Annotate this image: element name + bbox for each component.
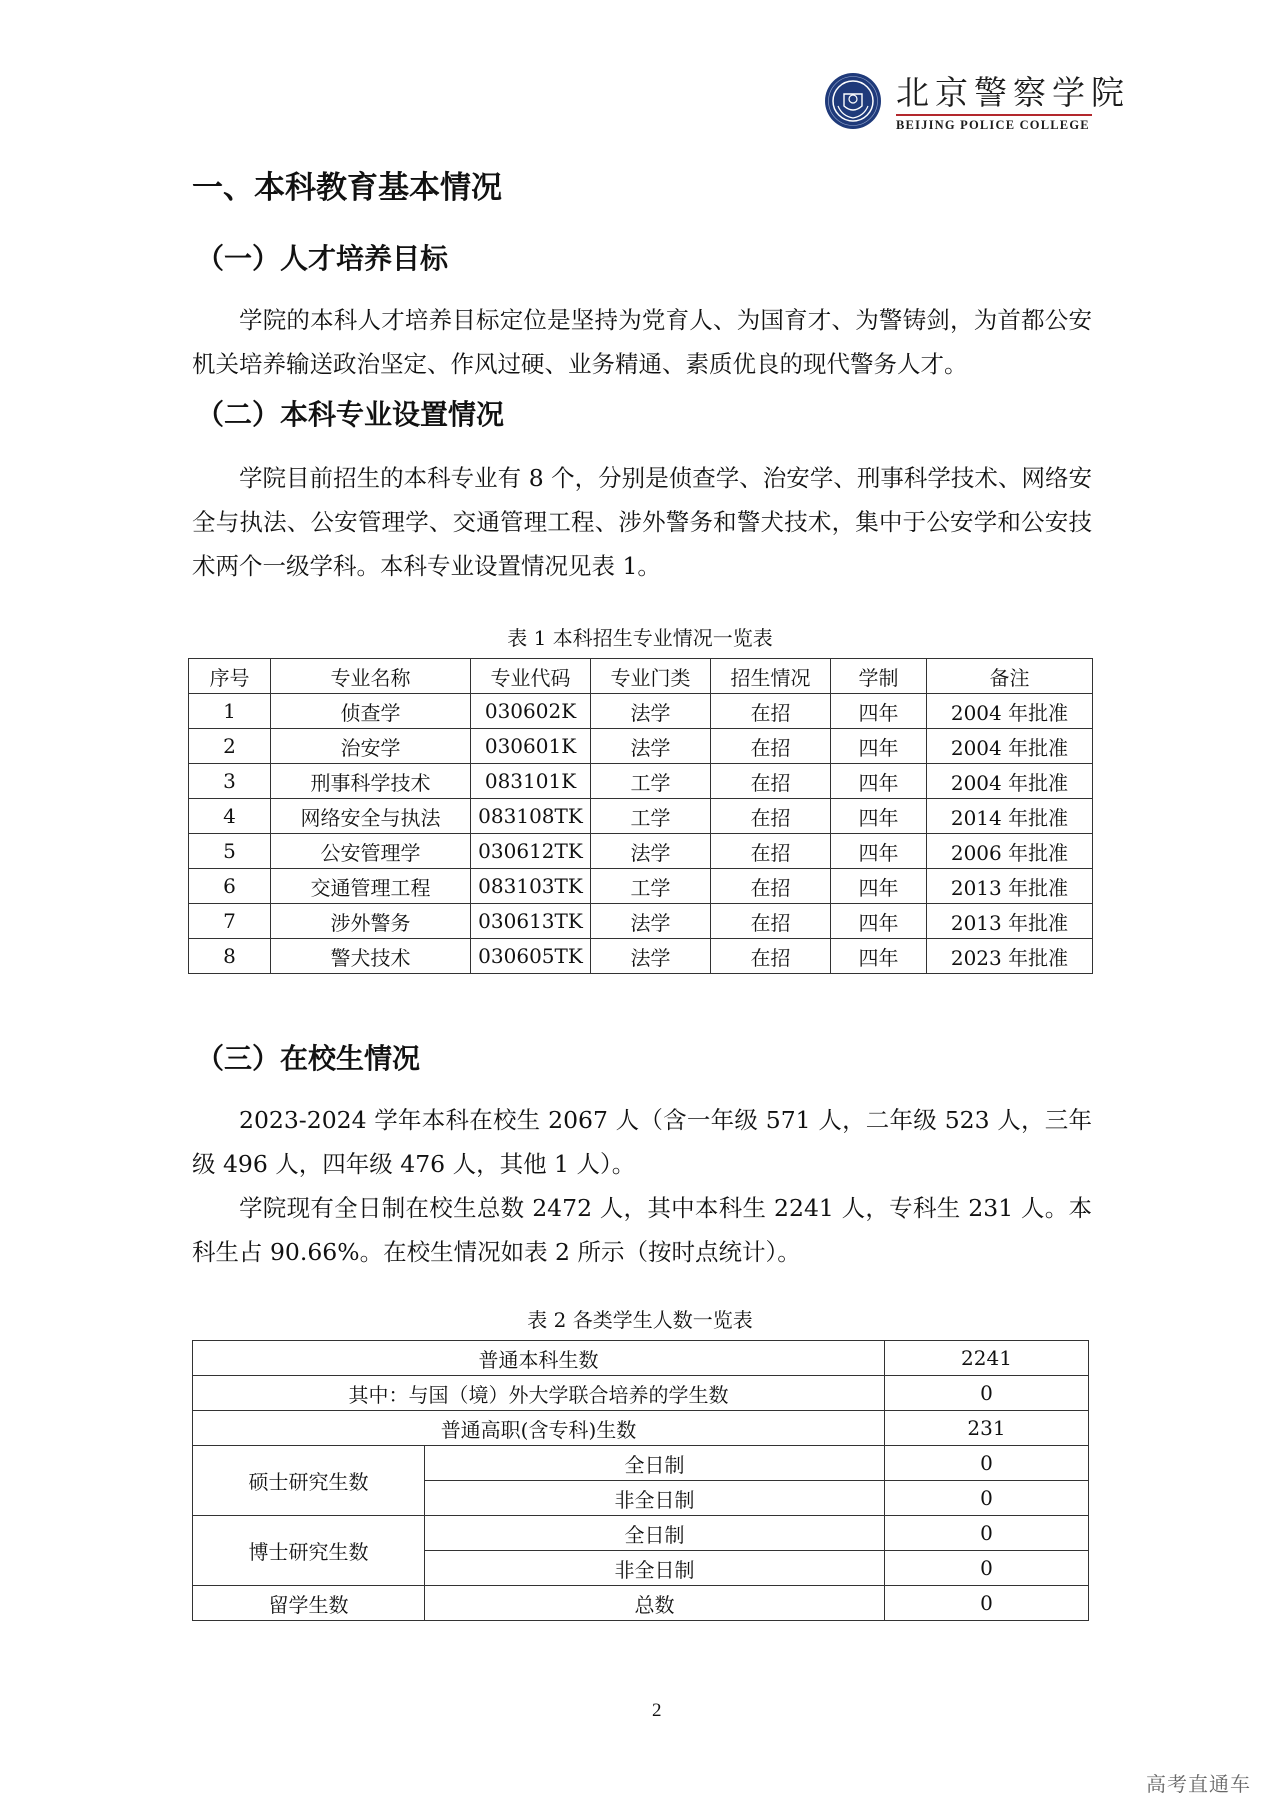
table-cell: 四年 (831, 799, 927, 834)
table-cell: 四年 (831, 764, 927, 799)
table-cell: 231 (885, 1411, 1089, 1446)
college-logo (824, 72, 1130, 134)
table-row (193, 1446, 1089, 1481)
column-header: 招生情况 (711, 659, 831, 694)
table2-caption: 表 2 各类学生人数一览表 (527, 1308, 753, 1332)
table-cell: 2014 年批准 (927, 799, 1093, 834)
table-cell: 四年 (831, 694, 927, 729)
table-cell: 在招 (711, 834, 831, 869)
table-cell: 030601K (471, 729, 591, 764)
table-cell: 6 (189, 869, 271, 904)
logo-english-name: BEIJING POLICE COLLEGE (896, 118, 1090, 132)
table-row (193, 1341, 1089, 1376)
table-cell: 全日制 (425, 1446, 885, 1481)
table-cell: 法学 (591, 904, 711, 939)
table-cell: 在招 (711, 694, 831, 729)
logo-chinese-name: 北京警察学院 (896, 73, 1130, 112)
table-cell: 2241 (885, 1341, 1089, 1376)
table-cell: 3 (189, 764, 271, 799)
table-cell: 法学 (591, 939, 711, 974)
column-header: 专业门类 (591, 659, 711, 694)
table-cell: 8 (189, 939, 271, 974)
table-cell: 2023 年批准 (927, 939, 1093, 974)
table-cell: 030602K (471, 694, 591, 729)
table-cell: 2013 年批准 (927, 869, 1093, 904)
table-cell: 四年 (831, 904, 927, 939)
table-row (193, 1376, 1089, 1411)
column-header: 专业代码 (471, 659, 591, 694)
students-paragraph-1: 2023-2024 学年本科在校生 2067 人（含一年级 571 人，二年级 523 人，三年级 496 人，四年级 476 人，其他 1 人）。 (192, 1106, 1092, 1178)
table-row (189, 764, 1093, 799)
table-cell: 四年 (831, 834, 927, 869)
table-cell: 在招 (711, 764, 831, 799)
page-number: 2 (652, 1700, 662, 1721)
table-cell: 警犬技术 (271, 939, 471, 974)
table-row (189, 939, 1093, 974)
table-cell: 非全日制 (425, 1551, 885, 1586)
table-cell: 在招 (711, 939, 831, 974)
students-table (192, 1340, 1089, 1621)
table-cell: 0 (885, 1481, 1089, 1516)
table-cell: 2004 年批准 (927, 764, 1093, 799)
column-header: 序号 (189, 659, 271, 694)
table-cell: 2006 年批准 (927, 834, 1093, 869)
subsection-title-majors: （二）本科专业设置情况 (196, 398, 505, 431)
table-row (189, 869, 1093, 904)
table1-caption: 表 1 本科招生专业情况一览表 (507, 626, 773, 650)
table-cell: 0 (885, 1446, 1089, 1481)
table-cell: 治安学 (271, 729, 471, 764)
table-cell: 总数 (425, 1586, 885, 1621)
table-cell: 法学 (591, 834, 711, 869)
table-cell: 刑事科学技术 (271, 764, 471, 799)
section-title: 一、本科教育基本情况 (192, 170, 502, 206)
table-cell: 法学 (591, 694, 711, 729)
table-row (189, 729, 1093, 764)
table-cell: 0 (885, 1376, 1089, 1411)
table-cell: 其中：与国（境）外大学联合培养的学生数 (193, 1376, 885, 1411)
table-cell: 2004 年批准 (927, 729, 1093, 764)
watermark: 高考直通车 (1146, 1772, 1251, 1796)
table-row (189, 904, 1093, 939)
table-cell: 030613TK (471, 904, 591, 939)
table-cell: 网络安全与执法 (271, 799, 471, 834)
table-cell: 法学 (591, 729, 711, 764)
table-cell: 5 (189, 834, 271, 869)
table-cell: 083108TK (471, 799, 591, 834)
table-cell: 4 (189, 799, 271, 834)
table-cell: 侦查学 (271, 694, 471, 729)
table-cell: 0 (885, 1551, 1089, 1586)
table-cell: 涉外警务 (271, 904, 471, 939)
table-row (193, 1411, 1089, 1446)
table-row (189, 834, 1093, 869)
table-cell: 留学生数 (193, 1586, 425, 1621)
logo-divider (896, 114, 1092, 116)
table-cell: 博士研究生数 (193, 1516, 425, 1586)
table-cell: 四年 (831, 869, 927, 904)
subsection-title-students: （三）在校生情况 (196, 1042, 421, 1075)
table-row (193, 1516, 1089, 1551)
table-cell: 交通管理工程 (271, 869, 471, 904)
table-cell: 工学 (591, 869, 711, 904)
table-cell: 工学 (591, 764, 711, 799)
table-cell: 030612TK (471, 834, 591, 869)
table-cell: 公安管理学 (271, 834, 471, 869)
table-cell: 全日制 (425, 1516, 885, 1551)
column-header: 学制 (831, 659, 927, 694)
table-cell: 在招 (711, 799, 831, 834)
table-cell: 030605TK (471, 939, 591, 974)
table-cell: 2 (189, 729, 271, 764)
table-cell: 2013 年批准 (927, 904, 1093, 939)
table-cell: 非全日制 (425, 1481, 885, 1516)
table-cell: 四年 (831, 939, 927, 974)
table-cell: 在招 (711, 904, 831, 939)
majors-paragraph: 学院目前招生的本科专业有 8 个，分别是侦查学、治安学、刑事科学技术、网络安全与执法、公安管理学、交通管理工程、涉外警务和警犬技术，集中于公安学和公安技术两个一级学科。本科专业设置情况见表 1。 (192, 464, 1092, 580)
table-row (189, 694, 1093, 729)
table-cell: 083103TK (471, 869, 591, 904)
majors-table (188, 658, 1093, 974)
table-cell: 7 (189, 904, 271, 939)
table-cell: 1 (189, 694, 271, 729)
table-cell: 0 (885, 1586, 1089, 1621)
subsection-title-goals: （一）人才培养目标 (196, 242, 449, 275)
table-header-row (189, 659, 1093, 694)
column-header: 备注 (927, 659, 1093, 694)
table-row (193, 1586, 1089, 1621)
column-header: 专业名称 (271, 659, 471, 694)
table-row (189, 799, 1093, 834)
table-cell: 0 (885, 1516, 1089, 1551)
table-cell: 普通本科生数 (193, 1341, 885, 1376)
goals-paragraph: 学院的本科人才培养目标定位是坚持为党育人、为国育才、为警铸剑，为首都公安机关培养输送政治坚定、作风过硬、业务精通、素质优良的现代警务人才。 (192, 306, 1092, 378)
students-paragraph-2: 学院现有全日制在校生总数 2472 人，其中本科生 2241 人，专科生 231 人。本科生占 90.66%。在校生情况如表 2 所示（按时点统计）。 (192, 1194, 1092, 1266)
table-cell: 硕士研究生数 (193, 1446, 425, 1516)
table-cell: 四年 (831, 729, 927, 764)
table-cell: 在招 (711, 869, 831, 904)
table-cell: 2004 年批准 (927, 694, 1093, 729)
table-cell: 083101K (471, 764, 591, 799)
table-cell: 普通高职(含专科)生数 (193, 1411, 885, 1446)
table-cell: 在招 (711, 729, 831, 764)
table-cell: 工学 (591, 799, 711, 834)
police-seal-icon (824, 72, 882, 130)
